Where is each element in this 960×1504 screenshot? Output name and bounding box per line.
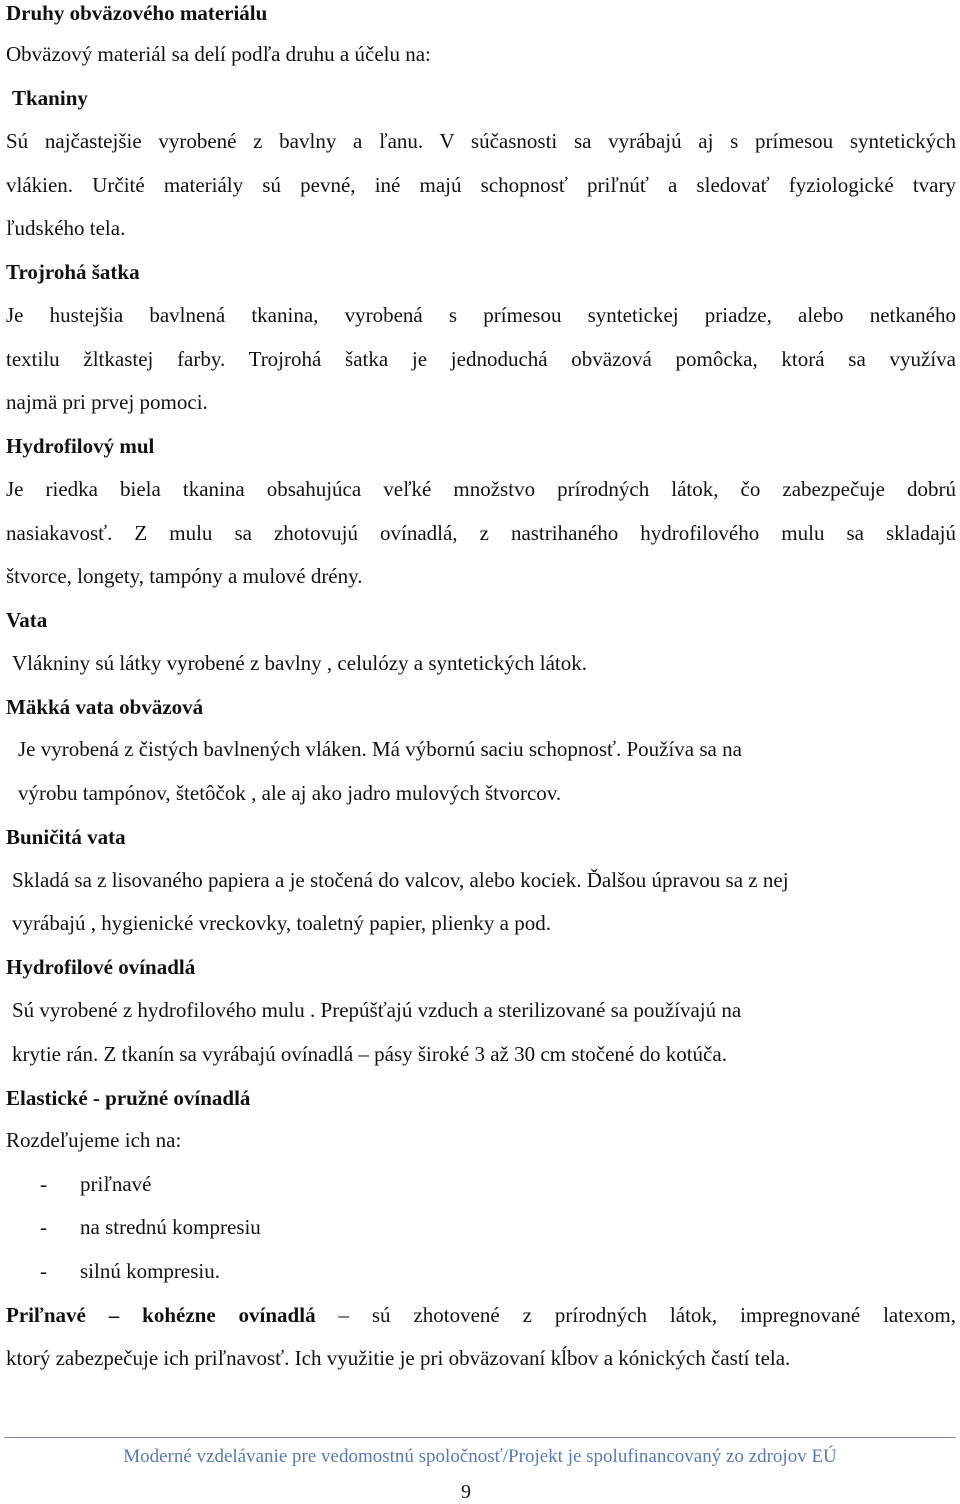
paragraph-line: ktorý zabezpečuje ich priľnavosť. Ich využitie je pri obväzovaní kĺbov a kónických častí tela. bbox=[6, 1346, 791, 1370]
paragraph-line: výrobu tampónov, štetôčok , ale aj ako jadro mulových štvorcov. bbox=[18, 781, 562, 805]
section-heading-trojroha-satka: Trojrohá šatka bbox=[6, 260, 140, 284]
section-heading-elasticke-ovinadla: Elastické - pružné ovínadlá bbox=[6, 1086, 251, 1110]
dash-marker: - bbox=[40, 1215, 47, 1239]
paragraph-line: Je vyrobená z čistých bavlnených vláken. Má výbornú saciu schopnosť. Používa sa na bbox=[18, 737, 742, 761]
paragraph-line: ľudského tela. bbox=[6, 216, 126, 240]
list-item-text: priľnavé bbox=[80, 1172, 152, 1196]
paragraph-line: najmä pri prvej pomoci. bbox=[6, 390, 208, 414]
paragraph-line: krytie rán. Z tkanín sa vyrábajú ovínadlá – pásy široké 3 až 30 cm stočené do kotúča. bbox=[12, 1042, 727, 1066]
section-heading-tkaniny: Tkaniny bbox=[12, 86, 88, 110]
section-heading-hydrofilovy-mul: Hydrofilový mul bbox=[6, 434, 155, 458]
list-item-text: silnú kompresiu. bbox=[80, 1259, 220, 1283]
paragraph-line: Sú vyrobené z hydrofilového mulu . Prepúšťajú vzduch a sterilizované sa používajú na bbox=[12, 998, 742, 1022]
paragraph-line: Vlákniny sú látky vyrobené z bavlny , celulózy a syntetických látok. bbox=[12, 651, 588, 675]
section-heading-makka-vata: Mäkká vata obväzová bbox=[6, 695, 204, 719]
paragraph-line: Rozdeľujeme ich na: bbox=[6, 1128, 182, 1152]
page-heading: Druhy obväzového materiálu bbox=[6, 1, 268, 25]
inline-text: – sú zhotovené z prírodných látok, impregnované latexom, bbox=[315, 1303, 956, 1327]
list-item-text: na strednú kompresiu bbox=[80, 1215, 261, 1239]
paragraph-line: Skladá sa z lisovaného papiera a je stočená do valcov, alebo kociek. Ďalšou úpravou sa z nej bbox=[12, 868, 789, 892]
inline-term-prilnave: Priľnavé – kohézne ovínadlá bbox=[6, 1303, 316, 1327]
dash-marker: - bbox=[40, 1259, 47, 1283]
paragraph-line: vlákien. Určité materiály sú pevné, iné majú schopnosť priľnúť a sledovať fyziologické tvary bbox=[6, 173, 956, 197]
paragraph-line: Je riedka biela tkanina obsahujúca veľké množstvo prírodných látok, čo zabezpečuje dobrú bbox=[6, 477, 956, 501]
paragraph-line bbox=[6, 1302, 956, 1328]
section-heading-vata: Vata bbox=[6, 608, 48, 632]
paragraph-line: textilu žltkastej farby. Trojrohá šatka je jednoduchá obväzová pomôcka, ktorá sa využíva bbox=[6, 347, 956, 371]
section-heading-bunicita-vata: Buničitá vata bbox=[6, 825, 126, 849]
dash-marker: - bbox=[40, 1172, 47, 1196]
section-heading-hydrofilove-ovinadla: Hydrofilové ovínadlá bbox=[6, 955, 196, 979]
paragraph-line: nasiakavosť. Z mulu sa zhotovujú ovínadlá, z nastrihaného hydrofilového mulu sa skladajú bbox=[6, 521, 956, 545]
paragraph-line: Je hustejšia bavlnená tkanina, vyrobená s prímesou syntetickej priadze, alebo netkaného bbox=[6, 303, 956, 327]
page-number: 9 bbox=[461, 1481, 471, 1503]
paragraph-line: štvorce, longety, tampóny a mulové drény. bbox=[6, 564, 363, 588]
footer-divider bbox=[4, 1437, 956, 1438]
footer-text: Moderné vzdelávanie pre vedomostnú spoločnosť/Projekt je spolufinancovaný zo zdrojov EÚ bbox=[123, 1446, 837, 1467]
paragraph-line: vyrábajú , hygienické vreckovky, toaletný papier, plienky a pod. bbox=[12, 911, 551, 935]
intro-text: Obväzový materiál sa delí podľa druhu a účelu na: bbox=[6, 42, 431, 66]
paragraph-line: Sú najčastejšie vyrobené z bavlny a ľanu. V súčasnosti sa vyrábajú aj s prímesou syntetických bbox=[6, 129, 956, 153]
